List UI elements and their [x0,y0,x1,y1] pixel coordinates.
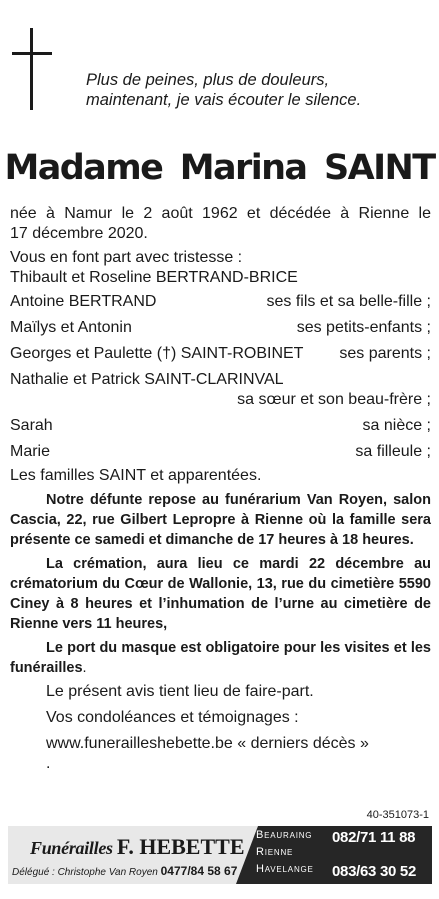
funeral-home-logo [30,834,245,860]
intro-text: Vous en font part avec tristesse : [10,249,243,266]
family-row [10,318,431,338]
family-relation-6: sa nièce ; [362,417,431,434]
family-name-3: Georges et Paulette (†) SAINT-ROBINET [10,345,304,362]
contact-phone: 082/71 11 88 [332,829,416,846]
brand-name: F. HEBETTE [116,834,245,859]
funeral-details [10,490,431,678]
family-name-7: Marie [10,443,51,460]
family-row [10,442,431,462]
mask-text [10,638,431,678]
family-row [10,292,431,312]
contact-phone: 083/63 30 52 [332,863,416,880]
contact-place: Rienne [256,846,294,858]
quote-line-1: Plus de peines, plus de douleurs, [86,71,330,89]
website-link[interactable]: www.funerailleshebette.be « derniers décès » [46,735,369,752]
epitaph-quote [86,70,431,110]
contact-place: Havelange [256,863,314,875]
notice-body [10,204,431,774]
mask-end: . [82,660,87,676]
funerarium-text: Notre défunte repose au funérarium Van Royen, salon Cascia, 22, rue Gilbert Lepropre à Rienne où la famille sera présente ce samedi et dimanche de 17 heures à 18 heures. [10,492,431,548]
family-row [10,416,431,436]
cremation-text: La crémation, aura lieu ce mardi 22 décembre au crématorium du Cœur de Wallonie, 13, rue du cimetière 5590 Ciney à 8 heures et l’inhumation de l’urne au cimetière de Rienne vers 11 heures, [10,556,431,632]
reference-number: 40-351073-1 [366,809,429,821]
families-line: Les familles SAINT et apparentées. [10,467,262,484]
contact-place: Beauraing [256,829,313,841]
trailing-dot: . [46,755,51,772]
family-relation-3: ses parents ; [339,345,431,362]
cross-icon [12,28,52,110]
family-name-6: Sarah [10,417,53,434]
family-name-2: Maïlys et Antonin [10,319,132,336]
family-relation-2: ses petits-enfants ; [296,319,431,336]
funeral-home-banner [8,826,432,884]
deceased-name: Madame Marina SAINT [4,148,435,188]
family-relation-7: sa filleule ; [355,443,431,460]
family-name-1: Antoine BERTRAND [10,293,157,310]
delegate-phone: 0477/84 58 67 [160,864,238,878]
brand-prefix: Funérailles [30,838,113,858]
family-relation-1: ses fils et sa belle-fille ; [266,293,431,310]
family-row [10,344,431,364]
delegate-name: Délégué : Christophe Van Royen [12,867,158,878]
family-name-4: Nathalie et Patrick SAINT-CLARINVAL [10,371,284,388]
delegate-line [12,864,237,878]
banner-left-panel [8,826,258,884]
notice-line: Le présent avis tient lieu de faire-part. [46,683,314,700]
condolences-line: Vos condoléances et témoignages : [46,709,299,726]
family-name-0: Thibault et Roseline BERTRAND-BRICE [10,269,298,286]
quote-line-2: maintenant, je vais écouter le silence. [86,91,362,109]
birth-line-2: 17 décembre 2020. [10,225,148,242]
family-relation-5: sa sœur et son beau-frère ; [237,391,431,408]
mask-bold: Le port du masque est obligatoire pour les visites et les funérailles [10,640,431,676]
birth-line-1: née à Namur le 2 août 1962 et décédée à Rienne le [10,205,431,222]
